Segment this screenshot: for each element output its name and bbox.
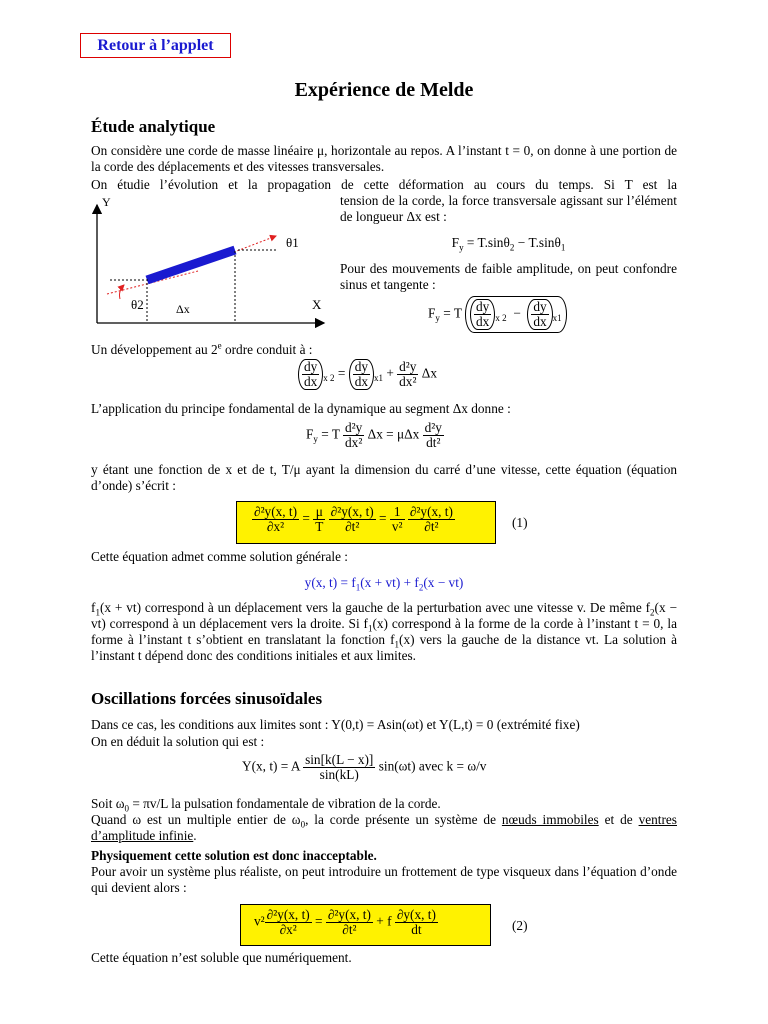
paragraph-numerical: Cette équation n’est soluble que numériquement. (91, 950, 352, 965)
string-segment (147, 250, 235, 280)
paragraph-development: Un développement au 2e ordre conduit à : (91, 340, 313, 357)
y-axis-label: Y (102, 195, 111, 209)
paragraph-dynamics: L’application du principe fondamental de la dynamique au segment Δx donne : (91, 401, 511, 416)
theta2-arc (120, 285, 125, 299)
section-heading-analytic: Étude analytique (91, 117, 216, 136)
paragraph-fundamental: Soit $\omega_0 = \pi v/L$ la pulsation fondamentale de vibration de la corde. (91, 796, 441, 814)
paragraph-deduce: On en déduit la solution qui est : (91, 734, 265, 749)
equation-forced-solution: Y(x, t) = A $\frac{\sin[k(L - x)]}{\sin(kL)}$ sin(ωt) avec k = ω/v (242, 752, 487, 782)
page-title: Expérience de Melde (294, 79, 474, 101)
back-to-applet-link[interactable] (80, 33, 231, 58)
equation-tangent: $F_y = T$ $\frac{dy}{dx}$ $_{x 2}$ − $\frac{dy}{dx}$ $_{x1}$ (428, 296, 567, 333)
theta2-label: θ2 (131, 297, 144, 312)
equation-2: v² $\frac{\text{∂²y(x, t)}}{\text{∂x²}}$ = $\frac{\text{∂²y(x, t)}}{\text{∂t²}}$ + f $\frac{\partial y(x, t)}{dt}$ (254, 907, 436, 937)
paragraph-friction: Pour avoir un système plus réaliste, on peut introduire un frottement de type visqueux dans l’équation d’onde qui devient alors : (91, 864, 677, 895)
equation-general-solution: y(x, $t) = f_1(x + vt) + f_2(x - vt)$ (304, 575, 464, 593)
x-axis-label: X (312, 297, 322, 312)
equation-2-label: (2) (512, 918, 528, 933)
equation-1-label: (1) (512, 515, 528, 530)
paragraph-intro: On considère une corde de masse linéaire μ, horizontale au repos. A l’instant t = 0, on donne à une portion de la corde des déplacements et des vitesses transversales. (91, 143, 677, 174)
dx-label: Δx (176, 302, 190, 316)
back-link-label: Retour à l’applet (97, 37, 214, 54)
section-heading-forced: Oscillations forcées sinusoïdales (91, 689, 323, 708)
paragraph-small-amplitude: Pour des mouvements de faible amplitude, on peut confondre sinus et tangente : (340, 261, 677, 292)
theta1-label: θ1 (286, 235, 299, 250)
paragraph-evolution-b: tension de la corde, la force transversale agissant sur l’élément de longueur Δx est : (340, 193, 677, 224)
paragraph-wave-equation: y étant une fonction de x et de t, T/μ ayant la dimension du carré d’une vitesse, cette équation (équation d’onde) s’écrit : (91, 462, 677, 493)
paragraph-boundary-conditions: Dans ce cas, les conditions aux limites sont : Y(0,t) = Asin(ωt) et Y(L,t) = 0 (extrémité fixe) (91, 717, 580, 732)
equation-dynamics: $F_y = T$ $\frac{\text{d²y}}{\text{dx²}}$ Δx = μΔx $\frac{\text{d²y}}{\text{dt²}}$ (306, 420, 442, 450)
paragraph-evolution-a: On étudie l’évolution et la propagation de cette déformation au cours du temps. Si T est la (91, 177, 677, 192)
string-element-diagram (90, 193, 336, 329)
paragraph-propagation: $f_1(x + vt)$ correspond à un déplacement vers la gauche de la perturbation avec une vitesse v. De même $f_2(x - vt)$ correspond à un déplacement vers la droite. Si $f_1(x)$ correspond à la forme de la corde à l’instant t = 0, la forme à l’instant t s’obtient en translatant la fonction $f_1(x)$ vers la gauche de la distance vt. La solution à l’instant t dépend donc des conditions initiales et aux limites. (91, 600, 677, 663)
paragraph-general-solution: Cette équation admet comme solution générale : (91, 549, 348, 564)
paragraph-resonance: Quand ω est un multiple entier de $\omega_0$, la corde présente un système de nœuds immobiles et de ventres d’amplitude infinie. (91, 812, 677, 843)
equation-second-order: $\frac{dy}{dx}$ $_{x 2}$ = $\frac{dy}{dx}$ $_{x1}$ + $\frac{\text{d²y}}{\text{dx²}}$ Δx (298, 359, 437, 390)
equation-1: $\frac{\text{∂²y(x, t)}}{\text{∂x²}}$ = $\frac{\mu}{T}$ $\frac{\text{∂²y(x, t)}}{\text{∂t²}}$ = $\frac{1}{\text{v²}}$ $\frac{\text{∂²y(x, t)}}{\text{∂t²}}$ (254, 504, 453, 534)
paragraph-unacceptable: Physiquement cette solution est donc inacceptable. (91, 848, 377, 863)
equation-force: $F_y = T.\sin\theta_2 - T.\sin\theta_1$ (451, 235, 566, 253)
